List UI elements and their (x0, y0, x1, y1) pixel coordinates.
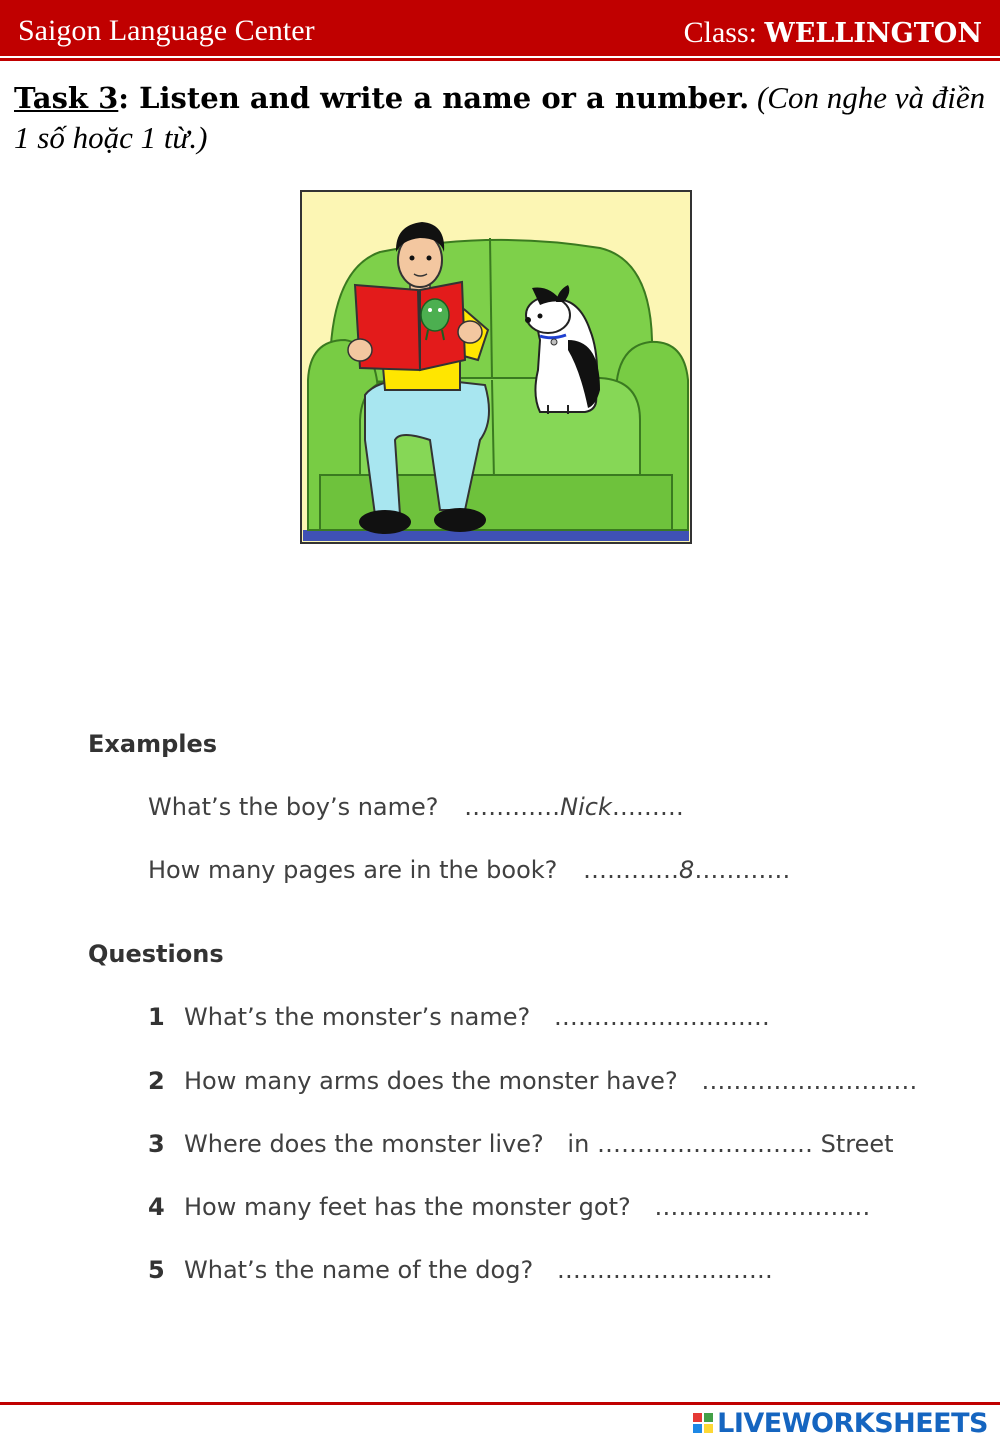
example-answer-blank (583, 856, 790, 884)
header-divider (0, 58, 1000, 61)
answer-blank[interactable]: ……………………… (596, 1130, 813, 1158)
questions-heading: Questions (88, 940, 224, 968)
class-value: WELLINGTON (764, 18, 982, 49)
example-row (148, 856, 790, 884)
question-number: 2 (148, 1067, 165, 1095)
example-answer: 8 (679, 856, 695, 884)
task-title (14, 78, 986, 158)
question-text: Where does the monster live? (184, 1130, 544, 1158)
example-answer-blank (464, 793, 684, 821)
class-info (684, 16, 982, 50)
boy-reading-with-dog-illustration (300, 190, 692, 544)
question-text: How many arms does the monster have? (184, 1067, 678, 1095)
question-number: 3 (148, 1130, 165, 1158)
example-dots: ………… (583, 856, 680, 884)
liveworksheets-logo[interactable] (693, 1406, 988, 1440)
footer-divider (0, 1402, 1000, 1405)
question-text: How many feet has the monster got? (184, 1193, 631, 1221)
example-dots: ……… (611, 793, 684, 821)
center-name: Saigon Language Center (18, 14, 315, 47)
task-instruction: Listen and write a name or a number. (129, 81, 750, 115)
question-text: What’s the monster’s name? (184, 1003, 531, 1031)
answer-prefix: in (567, 1130, 590, 1158)
answer-suffix: Street (820, 1130, 894, 1158)
example-dots: ………… (694, 856, 791, 884)
task-note: (Con nghe và điền 1 số hoặc 1 từ.) (14, 80, 986, 155)
question-number: 1 (148, 1003, 165, 1031)
class-label: Class: (683, 16, 757, 49)
task-colon: : (118, 81, 130, 115)
examples-heading: Examples (88, 730, 218, 758)
task-label: Task 3 (14, 81, 119, 115)
answer-blank[interactable]: ……………………… (553, 1003, 770, 1031)
example-answer: Nick (560, 793, 612, 821)
example-dots: ………… (464, 793, 561, 821)
answer-blank[interactable]: ……………………… (556, 1256, 773, 1284)
question-number: 4 (148, 1193, 165, 1221)
question-row (148, 1067, 917, 1095)
question-row (148, 1003, 770, 1031)
question-row (148, 1256, 773, 1284)
question-text: What’s the name of the dog? (184, 1256, 534, 1284)
liveworksheets-logo-icon (693, 1413, 713, 1433)
question-row (148, 1193, 870, 1221)
example-row (148, 793, 684, 821)
answer-blank[interactable]: ……………………… (701, 1067, 918, 1095)
answer-blank[interactable]: ……………………… (654, 1193, 871, 1221)
example-question: What’s the boy’s name? (148, 793, 439, 821)
question-row (148, 1130, 894, 1158)
example-question: How many pages are in the book? (148, 856, 558, 884)
question-number: 5 (148, 1256, 165, 1284)
logo-text: LIVEWORKSHEETS (717, 1407, 988, 1439)
